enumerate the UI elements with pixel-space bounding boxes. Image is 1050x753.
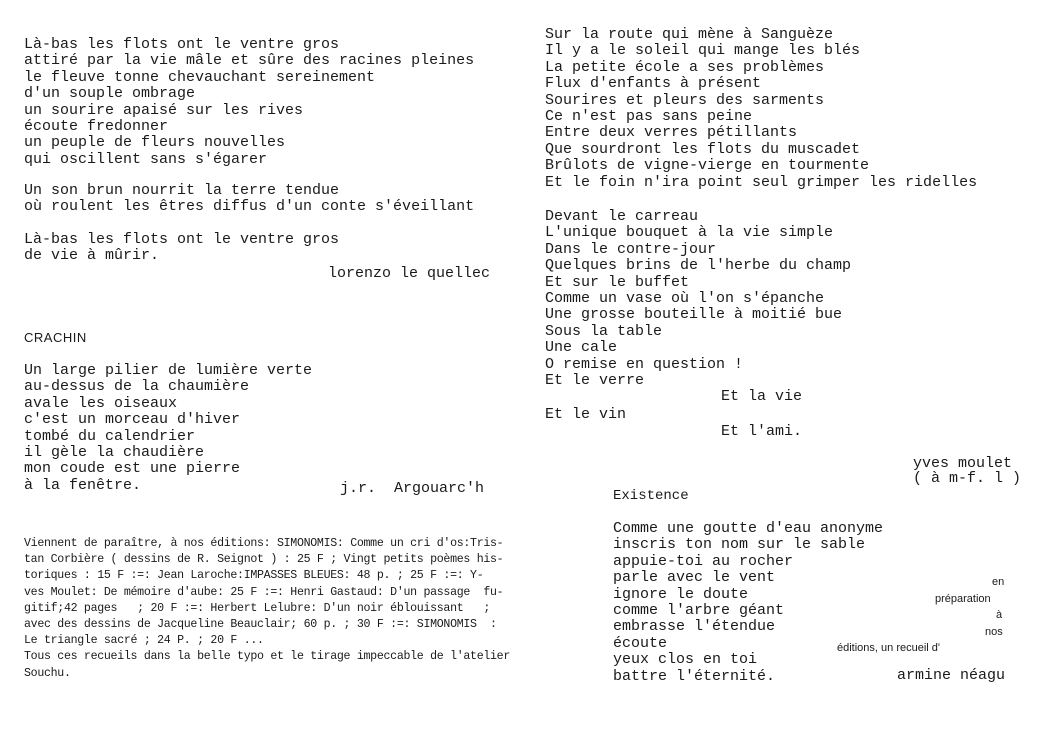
poem4-author: armine néagu	[897, 667, 1006, 684]
poem-line: écoute fredonner	[24, 118, 169, 136]
poem-line: Brûlots de vigne-vierge en tourmente	[545, 157, 870, 175]
poem-line: Comme une goutte d'eau anonyme	[613, 520, 884, 537]
side-note-line: nos	[985, 626, 1003, 638]
poem-line: appuie-toi au rocher	[613, 552, 794, 570]
poem3-stanza2	[545, 209, 851, 389]
poem2-author: j.r. Argouarc'h	[340, 480, 485, 497]
poem-line: Sur la route qui mène à Sanguèze	[545, 26, 834, 43]
poem-line: de vie à mûrir.	[24, 247, 160, 265]
poem-line: écoute	[613, 634, 668, 652]
poem-line: un sourire apaisé sur les rives	[24, 101, 304, 119]
poem-line: avale les oiseaux	[24, 394, 178, 412]
poem-line: inscris ton nom sur le sable	[613, 536, 866, 554]
poem-line: Et le foin n'ira point seul grimper les ridelles	[545, 173, 978, 191]
poem-line: d'un souple ombrage	[24, 85, 196, 103]
poem-line: Devant le carreau	[545, 208, 699, 225]
notice-line: Tous ces recueils dans la belle typo et le tirage impeccable de l'atelier	[24, 650, 510, 664]
poem-line-et-l-ami: Et l'ami.	[721, 423, 803, 440]
poem-line: Entre deux verres pétillants	[545, 124, 798, 142]
poem1-stanza1	[24, 37, 474, 168]
right-page	[525, 0, 1050, 753]
poem-line: il gèle la chaudière	[24, 444, 205, 462]
poem-line: parle avec le vent	[613, 569, 776, 587]
notice-line: gitif;42 pages ; 20 F :=: Herbert Lelubre: D'un noir éblouissant ;	[24, 601, 491, 615]
poem-line-et-la-vie: Et la vie	[721, 388, 803, 405]
poem-line: Et sur le buffet	[545, 273, 690, 291]
poem-line: O remise en question !	[545, 355, 744, 373]
poem1-stanza3	[24, 232, 339, 265]
poem-line: un peuple de fleurs nouvelles	[24, 134, 286, 152]
poem3-author: yves moulet	[913, 455, 1013, 472]
poem-line: au-dessus de la chaumière	[24, 378, 250, 396]
poem-line: embrasse l'étendue	[613, 618, 776, 636]
poem-line: qui oscillent sans s'égarer	[24, 150, 268, 168]
poem-line: comme l'arbre géant	[613, 602, 785, 620]
poem-line: Il y a le soleil qui mange les blés	[545, 42, 861, 60]
notice-line: Le triangle sacré ; 24 P. ; 20 F ...	[24, 634, 264, 648]
side-note-line: préparation	[935, 593, 991, 605]
poem-line: Sous la table	[545, 322, 663, 340]
poem4-body	[613, 521, 883, 685]
poem-line: mon coude est une pierre	[24, 460, 241, 478]
notice-line: tan Corbière ( dessins de R. Seignot ) : 25 F ; Vingt petits poèmes his-	[24, 553, 504, 567]
poem-line: où roulent les êtres diffus d'un conte s'éveillant	[24, 198, 475, 216]
poem-line: Un large pilier de lumière verte	[24, 362, 313, 379]
poem-line: c'est un morceau d'hiver	[24, 411, 241, 429]
poem-line: attiré par la vie mâle et sûre des racines pleines	[24, 52, 475, 70]
poem-line: Une cale	[545, 339, 618, 357]
poem3-stanza1	[545, 27, 977, 191]
poem-line: Une grosse bouteille à moitié bue	[545, 306, 843, 324]
notice-line: Viennent de paraître, à nos éditions: SIMONOMIS: Comme un cri d'os:Tris-	[24, 537, 504, 550]
notice-line: avec des dessins de Jacqueline Beauclair; 60 p. ; 30 F :=: SIMONOMIS :	[24, 618, 497, 632]
poem-line: à la fenêtre.	[24, 476, 142, 494]
poem-line: La petite école a ses problèmes	[545, 58, 825, 76]
poem-line: ignore le doute	[613, 585, 749, 603]
poem-line: Quelques brins de l'herbe du champ	[545, 257, 852, 275]
poem-line: Comme un vase où l'on s'épanche	[545, 290, 825, 308]
notice-line: Souchu.	[24, 666, 71, 680]
poem-line: yeux clos en toi	[613, 651, 758, 669]
poem2-title: CRACHIN	[24, 330, 87, 345]
side-note-line: en	[992, 576, 1005, 588]
poem3-dedication: ( à m-f. l )	[913, 470, 1022, 487]
poem2-body	[24, 363, 312, 494]
notice-line: toriques : 15 F :=: Jean Laroche:IMPASSES BLEUES: 48 p. ; 25 F :=: Y-	[24, 569, 484, 583]
notice-line: ves Moulet: De mémoire d'aube: 25 F :=: Henri Gastaud: D'un passage fu-	[24, 585, 504, 599]
poem-line-et-le-vin: Et le vin	[545, 406, 627, 423]
poem4-title: Existence	[613, 488, 689, 504]
poem1-author: lorenzo le quellec	[328, 265, 491, 282]
poem-line: Et le verre	[545, 372, 645, 390]
poem-line: Là-bas les flots ont le ventre gros	[24, 231, 340, 248]
poem-line: le fleuve tonne chevauchant sereinement	[24, 68, 376, 86]
poem-line: Ce n'est pas sans peine	[545, 108, 753, 126]
poem-line: L'unique bouquet à la vie simple	[545, 224, 834, 242]
poem-line: Là-bas les flots ont le ventre gros	[24, 36, 340, 53]
poem-line: tombé du calendrier	[24, 427, 196, 445]
poem-line: Que sourdront les flots du muscadet	[545, 140, 861, 158]
poem-line: Sourires et pleurs des sarments	[545, 91, 825, 109]
side-note-line: éditions, un recueil d'	[837, 642, 940, 654]
poem-line: Flux d'enfants à présent	[545, 75, 762, 93]
side-note-line: à	[996, 609, 1003, 621]
poem1-stanza2	[24, 183, 474, 216]
poem-line: Dans le contre-jour	[545, 240, 717, 258]
poem-line: Un son brun nourrit la terre tendue	[24, 182, 340, 199]
poem-line: battre l'éternité.	[613, 667, 776, 685]
publications-notice	[24, 536, 510, 682]
